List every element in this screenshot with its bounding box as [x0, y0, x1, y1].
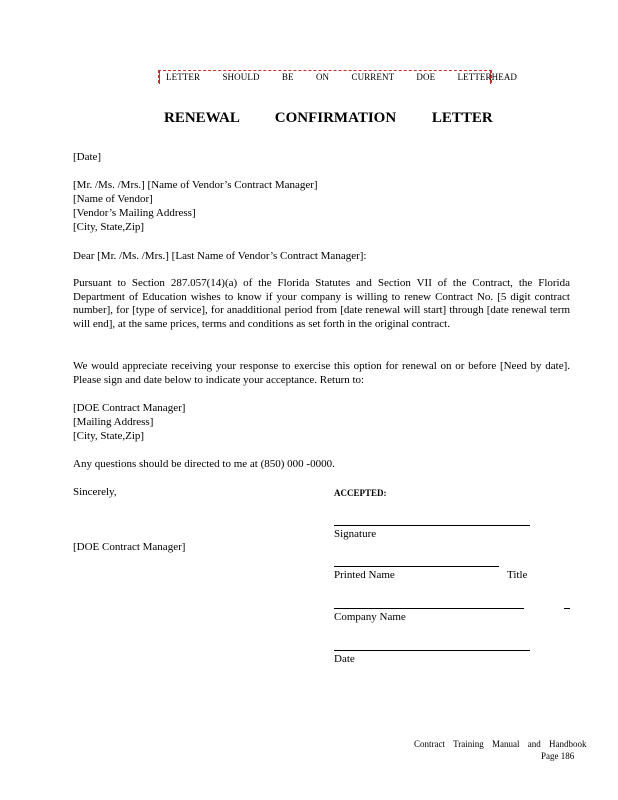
footer-manual-title: Contract Training Manual and Handbook [414, 739, 587, 749]
return-address-line: [Mailing Address] [73, 416, 154, 428]
signer-name: [DOE Contract Manager] [73, 541, 186, 553]
accepted-heading: ACCEPTED: [334, 488, 387, 498]
letterhead-banner-text: LETTER SHOULD BE ON CURRENT DOE LETTERHEAD [166, 72, 518, 82]
date-line [334, 650, 530, 651]
questions-line: Any questions should be directed to me at (850) 000 -0000. [73, 458, 335, 470]
closing: Sincerely, [73, 486, 117, 498]
return-address-line: [City, State,Zip] [73, 430, 145, 442]
address-line: [Vendor’s Mailing Address] [73, 207, 196, 219]
address-line: [City, State,Zip] [73, 221, 145, 233]
body-paragraph-response: We would appreciate receiving your response to exercise this option for renewal on or before [Need by date]. Please sign and date below to indicate your acceptance. Return to: [73, 360, 570, 386]
return-address-line: [DOE Contract Manager] [73, 402, 186, 414]
footer-page-number: Page 186 [541, 751, 575, 761]
signature-label: Signature [334, 528, 377, 540]
title-label: Title [507, 569, 528, 581]
signature-line [334, 525, 530, 526]
company-name-line-tail [564, 608, 570, 609]
salutation: Dear [Mr. /Ms. /Mrs.] [Last Name of Vendor’s Contract Manager]: [73, 250, 367, 262]
printed-name-label: Printed Name [334, 569, 395, 581]
address-line: [Mr. /Ms. /Mrs.] [Name of Vendor’s Contract Manager] [73, 179, 318, 191]
body-paragraph-renewal: Pursuant to Section 287.057(14)(a) of the Florida Statutes and Section VII of the Contract, the Florida Department of Education wishes to know if your company is willing to renew Contract No. [5 digit contract number], for [type of service], for anadditional period from [date renewal will start] through [date renewal term will end], at the same prices, terms and conditions as set forth in the original contract. [73, 277, 570, 330]
printed-name-line [334, 566, 499, 567]
company-name-line [334, 608, 524, 609]
address-line: [Name of Vendor] [73, 193, 153, 205]
page-title: RENEWAL CONFIRMATION LETTER [164, 110, 493, 126]
date-placeholder: [Date] [73, 151, 102, 163]
company-name-label: Company Name [334, 611, 406, 623]
date-label: Date [334, 653, 355, 665]
